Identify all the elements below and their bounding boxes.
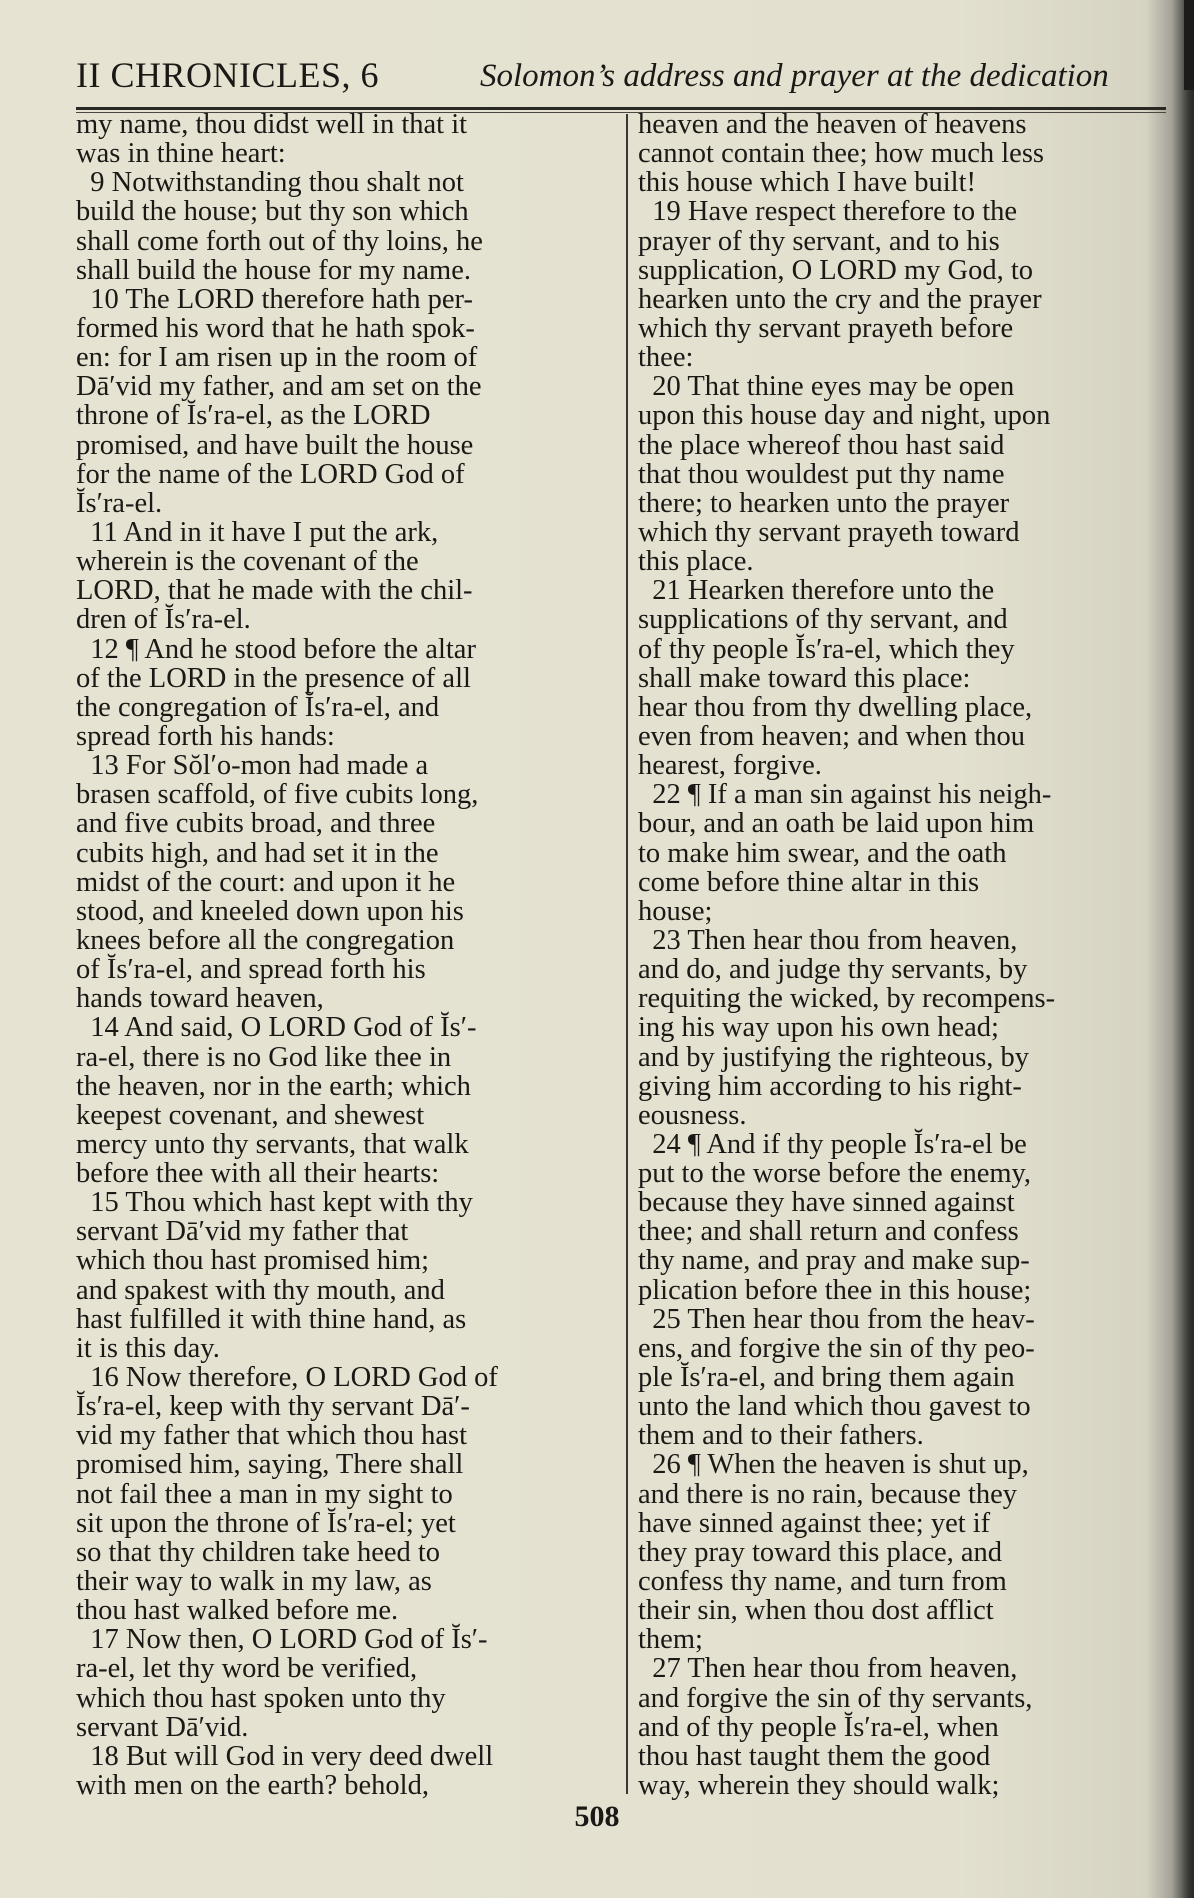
text-line: plication before thee in this house; (638, 1274, 1032, 1306)
text-line: confess thy name, and turn from (638, 1566, 1007, 1598)
text-line: 20 That thine eyes may be open (638, 371, 1015, 403)
text-line: the place whereof thou hast said (638, 429, 1005, 461)
text-line: requiting the wicked, by recompens- (638, 983, 1056, 1015)
text-line: shall build the house for my name. (76, 254, 471, 286)
text-line: and five cubits broad, and three (76, 808, 436, 840)
text-line: 24 ¶ And if thy people Ĭs′ra-el be (638, 1128, 1027, 1160)
text-line: knees before all the congregation (76, 924, 455, 956)
text-line: dren of Ĭs′ra-el. (76, 604, 251, 636)
text-line: 15 Thou which hast kept with thy (76, 1187, 473, 1219)
text-line: which thy servant prayeth toward (638, 516, 1020, 548)
text-line: unto the land which thou gavest to (638, 1391, 1031, 1423)
text-line: LORD, that he made with the chil- (76, 575, 473, 607)
right-text-column (638, 110, 1175, 1800)
text-line: build the house; but thy son which (76, 196, 469, 228)
text-line: heaven and the heaven of heavens (638, 109, 1027, 140)
text-line: Dā′vid my father, and am set on the (76, 371, 482, 403)
text-line: cubits high, and had set it in the (76, 837, 439, 869)
text-line: of the LORD in the presence of all (76, 662, 471, 694)
text-line: and forgive the sin of thy servants, (638, 1682, 1033, 1714)
text-line: house; (638, 895, 713, 927)
text-line: 23 Then hear thou from heaven, (638, 924, 1018, 956)
text-line: which thou hast promised him; (76, 1245, 430, 1277)
text-line: which thou hast spoken unto thy (76, 1682, 446, 1714)
text-line: 22 ¶ If a man sin against his neigh- (638, 779, 1052, 811)
book-chapter-heading: II CHRONICLES, 6 (76, 55, 379, 95)
text-line: 9 Notwithstanding thou shalt not (76, 167, 464, 199)
text-line: and do, and judge thy servants, by (638, 954, 1028, 986)
text-line: stood, and kneeled down upon his (76, 895, 464, 927)
running-header (76, 48, 1166, 108)
text-line: servant Dā′vid my father that (76, 1216, 409, 1248)
section-subtitle: Solomon’s address and prayer at the dedication (480, 58, 1109, 94)
text-line: 18 But will God in very deed dwell (76, 1740, 494, 1772)
text-line: my name, thou didst well in that it (76, 109, 468, 140)
text-line: giving him according to his right- (638, 1070, 1022, 1102)
text-line: bour, and an oath be laid upon him (638, 808, 1035, 840)
text-line: ens, and forgive the sin of thy peo- (638, 1332, 1035, 1364)
text-line: 11 And in it have I put the ark, (76, 516, 439, 548)
text-line: hearest, forgive. (638, 750, 822, 782)
text-line: 14 And said, O LORD God of Ĭs′- (76, 1012, 477, 1044)
text-line: have sinned against thee; yet if (638, 1507, 991, 1539)
text-line: of thy people Ĭs′ra-el, which they (638, 633, 1015, 665)
text-line: prayer of thy servant, and to his (638, 225, 1000, 257)
text-line: and spakest with thy mouth, and (76, 1274, 445, 1306)
thumb-index-tab (1184, 0, 1194, 90)
text-line: this house which I have built! (638, 167, 976, 199)
text-line: thee: (638, 342, 694, 374)
text-line: and of thy people Ĭs′ra-el, when (638, 1711, 999, 1743)
text-line: was in thine heart: (76, 138, 286, 170)
text-line: way, wherein they should walk; (638, 1770, 1000, 1802)
text-line: mercy unto thy servants, that walk (76, 1128, 469, 1160)
text-line: thy name, and pray and make sup- (638, 1245, 1030, 1277)
text-line: the congregation of Ĭs′ra-el, and (76, 691, 440, 723)
text-line: them; (638, 1624, 703, 1656)
text-line: 10 The LORD therefore hath per- (76, 283, 473, 315)
text-line: thou hast walked before me. (76, 1595, 399, 1627)
text-line: keepest covenant, and shewest (76, 1099, 425, 1131)
text-line: 19 Have respect therefore to the (638, 196, 1018, 228)
text-line: so that thy children take heed to (76, 1536, 441, 1568)
text-line: hast fulfilled it with thine hand, as (76, 1303, 467, 1335)
text-line: Ĭs′ra-el, keep with thy servant Dā′- (76, 1391, 470, 1423)
text-line: 13 For Sŏl′o-mon had made a (76, 750, 429, 782)
text-line: throne of Ĭs′ra-el, as the LORD (76, 400, 431, 432)
text-line: vid my father that which thou hast (76, 1420, 467, 1452)
text-line: 17 Now then, O LORD God of Ĭs′- (76, 1624, 488, 1656)
text-line: en: for I am risen up in the room of (76, 342, 478, 374)
text-line: that thou wouldest put thy name (638, 458, 1005, 490)
text-line: 12 ¶ And he stood before the altar (76, 633, 476, 665)
text-line: it is this day. (76, 1332, 220, 1364)
text-line: shall come forth out of thy loins, he (76, 225, 483, 257)
text-line: of Ĭs′ra-el, and spread forth his (76, 954, 426, 986)
text-line: supplication, O LORD my God, to (638, 254, 1034, 286)
text-line: not fail thee a man in my sight to (76, 1478, 453, 1510)
text-line: this place. (638, 546, 754, 578)
text-line: supplications of thy servant, and (638, 604, 1008, 636)
text-line: to make him swear, and the oath (638, 837, 1007, 869)
text-line: and there is no rain, because they (638, 1478, 1018, 1510)
text-line: brasen scaffold, of five cubits long, (76, 779, 479, 811)
column-divider (626, 114, 628, 1794)
text-line: Ĭs′ra-el. (76, 487, 163, 519)
text-line: ra-el, there is no God like thee in (76, 1041, 452, 1073)
text-line: shall make toward this place: (638, 662, 971, 694)
text-line: thee; and shall return and confess (638, 1216, 1019, 1248)
text-line: ple Ĭs′ra-el, and bring them again (638, 1362, 1015, 1394)
text-line: thou hast taught them the good (638, 1740, 991, 1772)
text-line: their sin, when thou dost afflict (638, 1595, 994, 1627)
text-line: 25 Then hear thou from the heav- (638, 1303, 1035, 1335)
text-line: eousness. (638, 1099, 747, 1131)
text-line: promised him, saying, There shall (76, 1449, 464, 1481)
text-line: ing his way upon his own head; (638, 1012, 999, 1044)
text-line: 21 Hearken therefore unto the (638, 575, 995, 607)
text-line: sit upon the throne of Ĭs′ra-el; yet (76, 1507, 456, 1539)
text-line: hands toward heaven, (76, 983, 324, 1015)
text-line: ra-el, let thy word be verified, (76, 1653, 418, 1685)
text-line: for the name of the LORD God of (76, 458, 465, 490)
text-line: 26 ¶ When the heaven is shut up, (638, 1449, 1029, 1481)
text-line: formed his word that he hath spok- (76, 312, 475, 344)
text-line: wherein is the covenant of the (76, 546, 419, 578)
page-number: 508 (574, 1800, 620, 1833)
text-line: the heaven, nor in the earth; which (76, 1070, 471, 1102)
text-line: with men on the earth? behold, (76, 1770, 429, 1802)
text-line: and by justifying the righteous, by (638, 1041, 1030, 1073)
text-line: because they have sinned against (638, 1187, 1015, 1219)
text-line: they pray toward this place, and (638, 1536, 1003, 1568)
text-line: hearken unto the cry and the prayer (638, 283, 1042, 315)
text-line: hear thou from thy dwelling place, (638, 691, 1033, 723)
text-line: 16 Now therefore, O LORD God of (76, 1362, 498, 1394)
page-edge-shadow (1172, 0, 1194, 1898)
text-line: upon this house day and night, upon (638, 400, 1051, 432)
text-line: them and to their fathers. (638, 1420, 924, 1452)
text-line: even from heaven; and when thou (638, 720, 1025, 752)
text-line: which thy servant prayeth before (638, 312, 1014, 344)
text-line: put to the worse before the enemy, (638, 1158, 1032, 1190)
text-line: their way to walk in my law, as (76, 1566, 432, 1598)
left-text-column (76, 110, 616, 1800)
text-line: there; to hearken unto the prayer (638, 487, 1010, 519)
text-line: promised, and have built the house (76, 429, 474, 461)
text-line: before thee with all their hearts: (76, 1158, 440, 1190)
text-line: come before thine altar in this (638, 866, 980, 898)
text-line: 27 Then hear thou from heaven, (638, 1653, 1018, 1685)
text-line: cannot contain thee; how much less (638, 138, 1045, 170)
text-line: midst of the court: and upon it he (76, 866, 456, 898)
text-line: spread forth his hands: (76, 720, 335, 752)
text-line: servant Dā′vid. (76, 1711, 249, 1743)
